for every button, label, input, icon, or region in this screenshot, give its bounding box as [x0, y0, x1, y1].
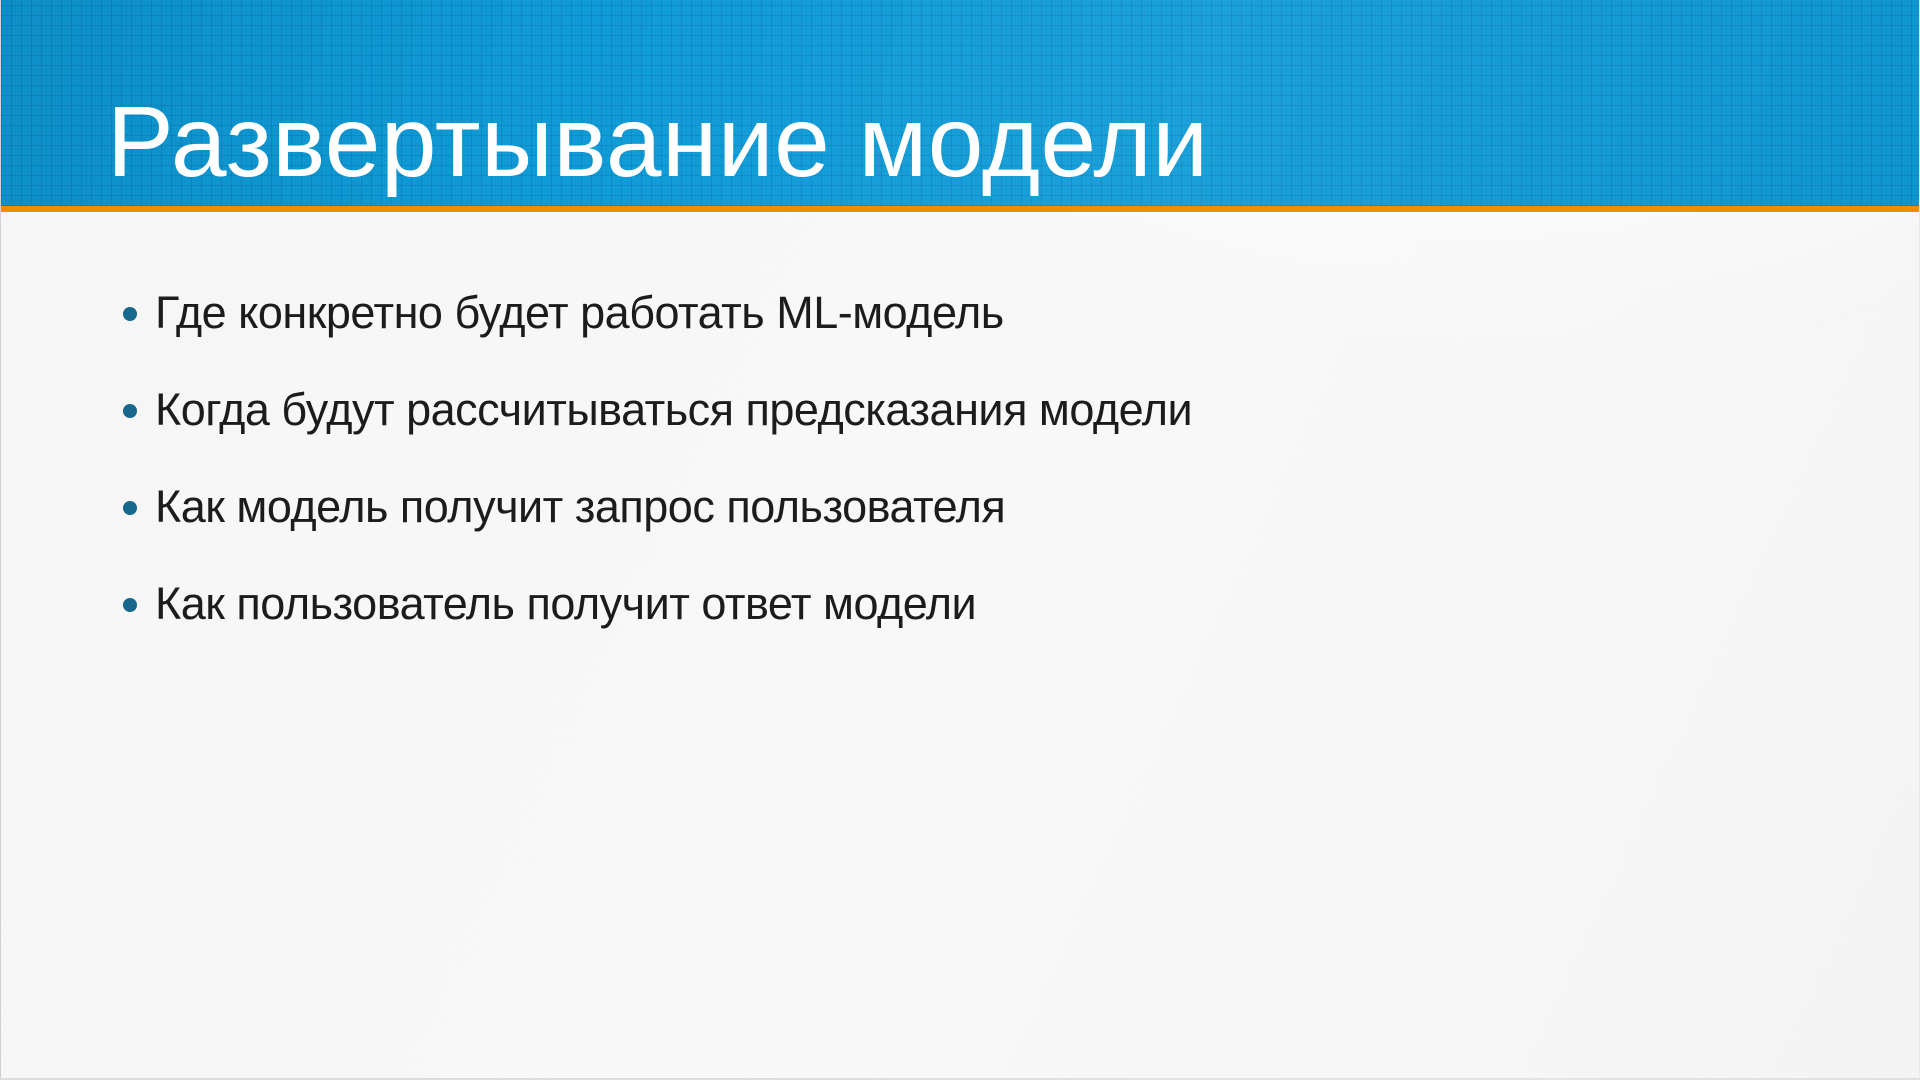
bullet-item-text: Когда будут рассчитываться предсказания модели: [155, 383, 1193, 435]
bullet-item-text: Как пользователь получит ответ модели: [155, 577, 977, 629]
bullet-icon: [123, 307, 137, 321]
bullet-item-text: Где конкретно будет работать ML-модель: [155, 286, 1004, 338]
list-item: [123, 361, 1859, 458]
bullet-list: [123, 264, 1859, 652]
list-item: [123, 555, 1859, 652]
bullet-item-text: Как модель получит запрос пользователя: [155, 480, 1006, 532]
slide-title: Развертывание модели: [107, 86, 1209, 198]
bullet-icon: [123, 501, 137, 515]
list-item: [123, 264, 1859, 361]
bullet-icon: [123, 404, 137, 418]
list-item: [123, 458, 1859, 555]
bullet-icon: [123, 598, 137, 612]
slide-header: [1, 0, 1919, 206]
slide-body: [1, 212, 1919, 652]
